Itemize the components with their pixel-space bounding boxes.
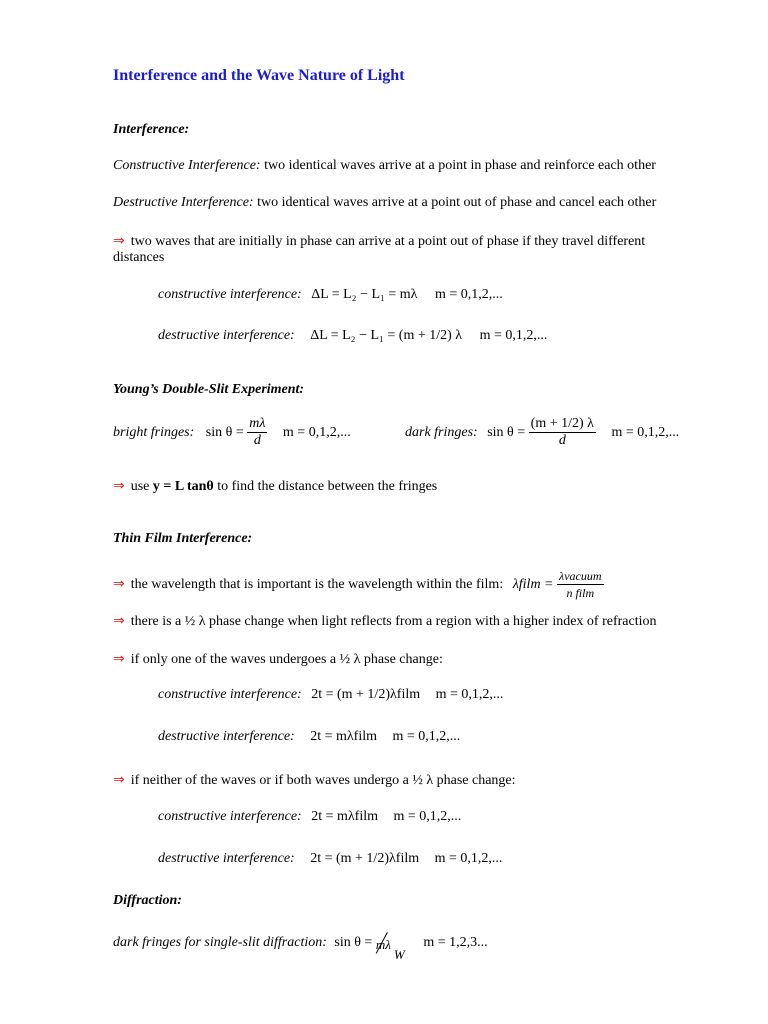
implies-arrow-icon: ⇒ <box>113 772 125 788</box>
thinfilm-note3-text: if only one of the waves undergoes a ½ λ phase change: <box>130 652 443 667</box>
thinfilm-note4-text: if neither of the waves or if both waves undergo a ½ λ phase change: <box>130 773 516 788</box>
equation-one-phase-constructive <box>158 686 503 704</box>
equation-body: 2t = (m + 1/2)λfilm <box>310 851 420 866</box>
fraction-denominator: d <box>247 432 267 449</box>
equation-label: constructive interference: <box>158 687 302 702</box>
fraction-numerator: (m + 1/2) λ <box>530 416 594 432</box>
implies-arrow-icon: ⇒ <box>113 576 125 592</box>
bright-fraction <box>247 416 267 449</box>
section-heading-interference: Interference: <box>113 122 190 137</box>
interference-note-line1: two waves that are initially in phase can arrive at a point out of phase if they travel different <box>130 234 646 249</box>
young-bright-fringes <box>113 416 351 450</box>
destructive-text: two identical waves arrive at a point out of phase and cancel each other <box>257 195 657 210</box>
equation-m-range: m = 0,1,2,... <box>392 729 461 744</box>
thinfilm-note1 <box>113 566 604 603</box>
fraction-denominator: d <box>529 432 596 449</box>
dark-m-range: m = 0,1,2,... <box>611 425 680 440</box>
diffraction-fraction <box>375 930 410 962</box>
fraction-numerator: mλ <box>249 416 266 432</box>
film-wavelength-lhs: λfilm = <box>512 577 554 592</box>
constructive-definition <box>113 157 656 175</box>
equation-m-range: m = 0,1,2,... <box>434 287 503 302</box>
section-heading-thinfilm: Thin Film Interference: <box>113 531 253 546</box>
diffraction-dark-fringes <box>113 928 488 962</box>
implies-arrow-icon: ⇒ <box>113 613 125 629</box>
thinfilm-note4 <box>113 771 516 790</box>
fraction-numerator: λvacuum <box>559 569 602 584</box>
equation-body: ΔL = L₂ − L₁ = (m + 1/2) λ <box>310 328 463 343</box>
thinfilm-note1-text: the wavelength that is important is the wavelength within the film: <box>130 577 504 592</box>
equation-m-range: m = 0,1,2,... <box>393 809 462 824</box>
bright-m-range: m = 0,1,2,... <box>282 425 351 440</box>
interference-note-line2: distances <box>113 250 165 265</box>
bright-lhs: sin θ = <box>205 425 244 440</box>
fraction-denominator: n film <box>557 584 604 601</box>
equation-body: 2t = mλfilm <box>311 809 378 824</box>
equation-m-range: m = 0,1,2,... <box>479 328 548 343</box>
equation-label: destructive interference: <box>158 328 295 343</box>
fraction-numerator: mλ <box>375 936 391 952</box>
diffraction-lhs: sin θ = <box>334 935 373 950</box>
equation-m-range: m = 0,1,2,... <box>434 851 503 866</box>
young-note-pre: use <box>130 479 150 494</box>
equation-label: constructive interference: <box>158 809 302 824</box>
young-dark-fringes <box>405 416 679 450</box>
equation-two-phase-constructive <box>158 808 461 826</box>
film-wavelength-fraction <box>557 568 604 601</box>
dark-lhs: sin θ = <box>487 425 526 440</box>
section-heading-young: Young’s Double-Slit Experiment: <box>113 382 305 397</box>
young-note-formula: y = L tanθ <box>152 479 214 494</box>
equation-body: 2t = mλfilm <box>310 729 377 744</box>
thinfilm-note2-text: there is a ½ λ phase change when light reflects from a region with a higher index of refraction <box>130 614 657 629</box>
thinfilm-note3 <box>113 650 443 669</box>
diffraction-m-range: m = 1,2,3... <box>423 935 488 950</box>
bright-label: bright fringes: <box>113 425 195 440</box>
young-note <box>113 477 437 496</box>
thinfilm-note2 <box>113 612 657 631</box>
diffraction-label: dark fringes for single-slit diffraction: <box>113 935 327 950</box>
destructive-label: Destructive Interference: <box>113 195 254 210</box>
equation-label: constructive interference: <box>158 287 302 302</box>
dark-label: dark fringes: <box>405 425 478 440</box>
section-heading-diffraction: Diffraction: <box>113 893 182 908</box>
page-title: Interference and the Wave Nature of Light <box>113 67 405 84</box>
constructive-text: two identical waves arrive at a point in phase and reinforce each other <box>264 158 656 173</box>
equation-constructive-path <box>158 286 503 304</box>
fraction-denominator: W <box>393 946 405 962</box>
interference-note <box>113 232 645 251</box>
equation-m-range: m = 0,1,2,... <box>435 687 504 702</box>
implies-arrow-icon: ⇒ <box>113 233 125 249</box>
equation-body: 2t = (m + 1/2)λfilm <box>311 687 421 702</box>
equation-destructive-path <box>158 327 547 345</box>
dark-fraction <box>529 416 596 449</box>
equation-label: destructive interference: <box>158 729 295 744</box>
destructive-definition <box>113 194 656 212</box>
equation-body: ΔL = L₂ − L₁ = mλ <box>311 287 418 302</box>
equation-label: destructive interference: <box>158 851 295 866</box>
implies-arrow-icon: ⇒ <box>113 478 125 494</box>
equation-one-phase-destructive <box>158 728 460 746</box>
equation-two-phase-destructive <box>158 850 502 868</box>
young-note-post: to find the distance between the fringes <box>217 479 438 494</box>
constructive-label: Constructive Interference: <box>113 158 261 173</box>
implies-arrow-icon: ⇒ <box>113 651 125 667</box>
